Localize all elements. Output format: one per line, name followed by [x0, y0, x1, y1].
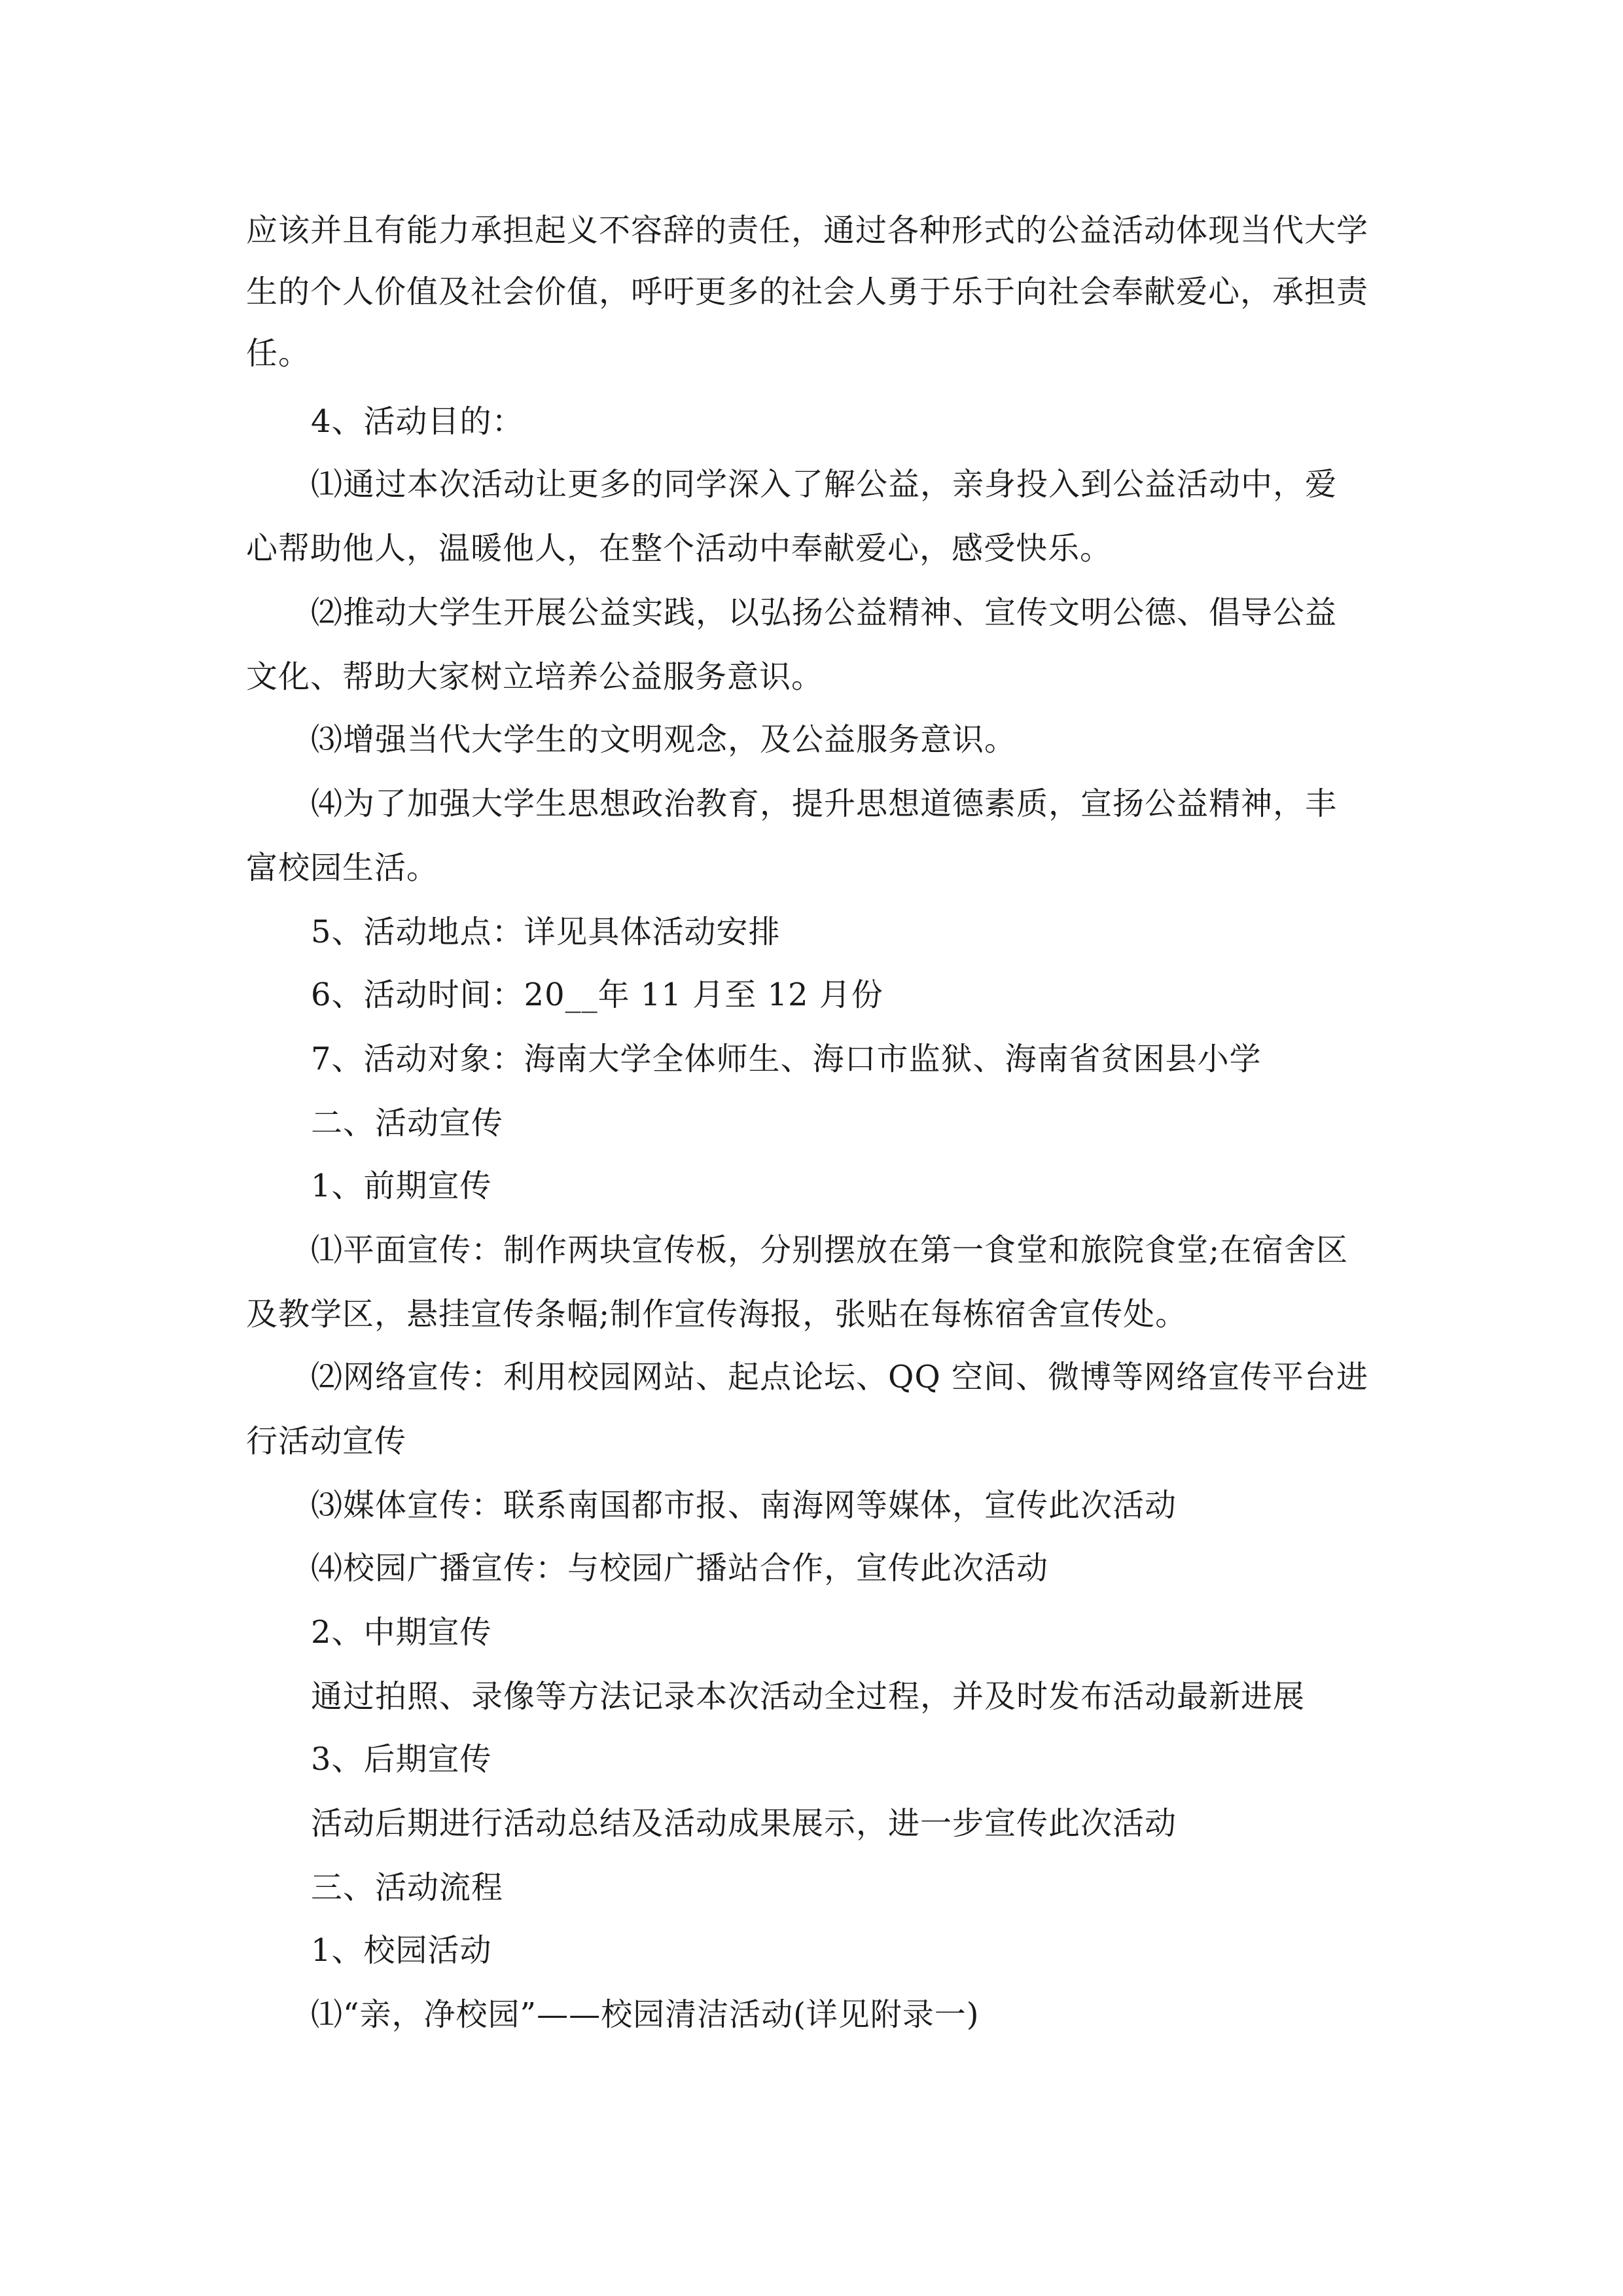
text-line: ⑷校园广播宣传：与校园广播站合作，宣传此次活动 — [311, 1550, 1049, 1587]
text-line: 及教学区，悬挂宣传条幅;制作宣传海报，张贴在每栋宿舍宣传处。 — [246, 1296, 1188, 1333]
text-line: 活动后期进行活动总结及活动成果展示，进一步宣传此次活动 — [311, 1805, 1177, 1842]
text-line: ⑵推动大学生开展公益实践，以弘扬公益精神、宣传文明公德、倡导公益 — [311, 594, 1338, 631]
section-heading: 2、中期宣传 — [311, 1614, 492, 1651]
section-heading: 1、前期宣传 — [311, 1168, 492, 1204]
text-line: 行活动宣传 — [246, 1423, 407, 1460]
text-line: ⑴通过本次活动让更多的同学深入了解公益，亲身投入到公益活动中，爱 — [311, 466, 1338, 503]
text-line: 任。 — [246, 335, 311, 372]
text-line: ⑶媒体宣传：联系南国都市报、南海网等媒体，宣传此次活动 — [311, 1487, 1177, 1524]
section-heading: 3、后期宣传 — [311, 1741, 492, 1778]
text-line: 6、活动时间：20__年 11 月至 12 月份 — [311, 977, 883, 1013]
section-heading: 4、活动目的： — [311, 403, 524, 440]
section-heading: 1、校园活动 — [311, 1932, 492, 1969]
section-heading: 三、活动流程 — [311, 1869, 504, 1906]
text-line: 富校园生活。 — [246, 850, 439, 886]
text-line: 应该并且有能力承担起义不容辞的责任，通过各种形式的公益活动体现当代大学 — [246, 212, 1369, 249]
text-line: 生的个人价值及社会价值，呼吁更多的社会人勇于乐于向社会奉献爱心，承担责 — [246, 274, 1369, 310]
text-line: 7、活动对象：海南大学全体师生、海口市监狱、海南省贫困县小学 — [311, 1041, 1262, 1077]
text-line: 文化、帮助大家树立培养公益服务意识。 — [246, 658, 824, 695]
text-line: ⑶增强当代大学生的文明观念，及公益服务意识。 — [311, 721, 1017, 758]
text-line: 心帮助他人，温暖他人，在整个活动中奉献爱心，感受快乐。 — [246, 530, 1113, 567]
text-line: ⑴“亲，净校园”——校园清洁活动(详见附录一) — [311, 1996, 980, 2033]
section-heading: 二、活动宣传 — [311, 1105, 504, 1141]
text-line: ⑵网络宣传：利用校园网站、起点论坛、QQ 空间、微博等网络宣传平台进 — [311, 1359, 1368, 1395]
text-line: 通过拍照、录像等方法记录本次活动全过程，并及时发布活动最新进展 — [311, 1678, 1306, 1715]
text-line: 5、活动地点：详见具体活动安排 — [311, 914, 781, 950]
text-line: ⑴平面宣传：制作两块宣传板，分别摆放在第一食堂和旅院食堂;在宿舍区 — [311, 1232, 1349, 1268]
text-line: ⑷为了加强大学生思想政治教育，提升思想道德素质，宣扬公益精神，丰 — [311, 785, 1338, 822]
